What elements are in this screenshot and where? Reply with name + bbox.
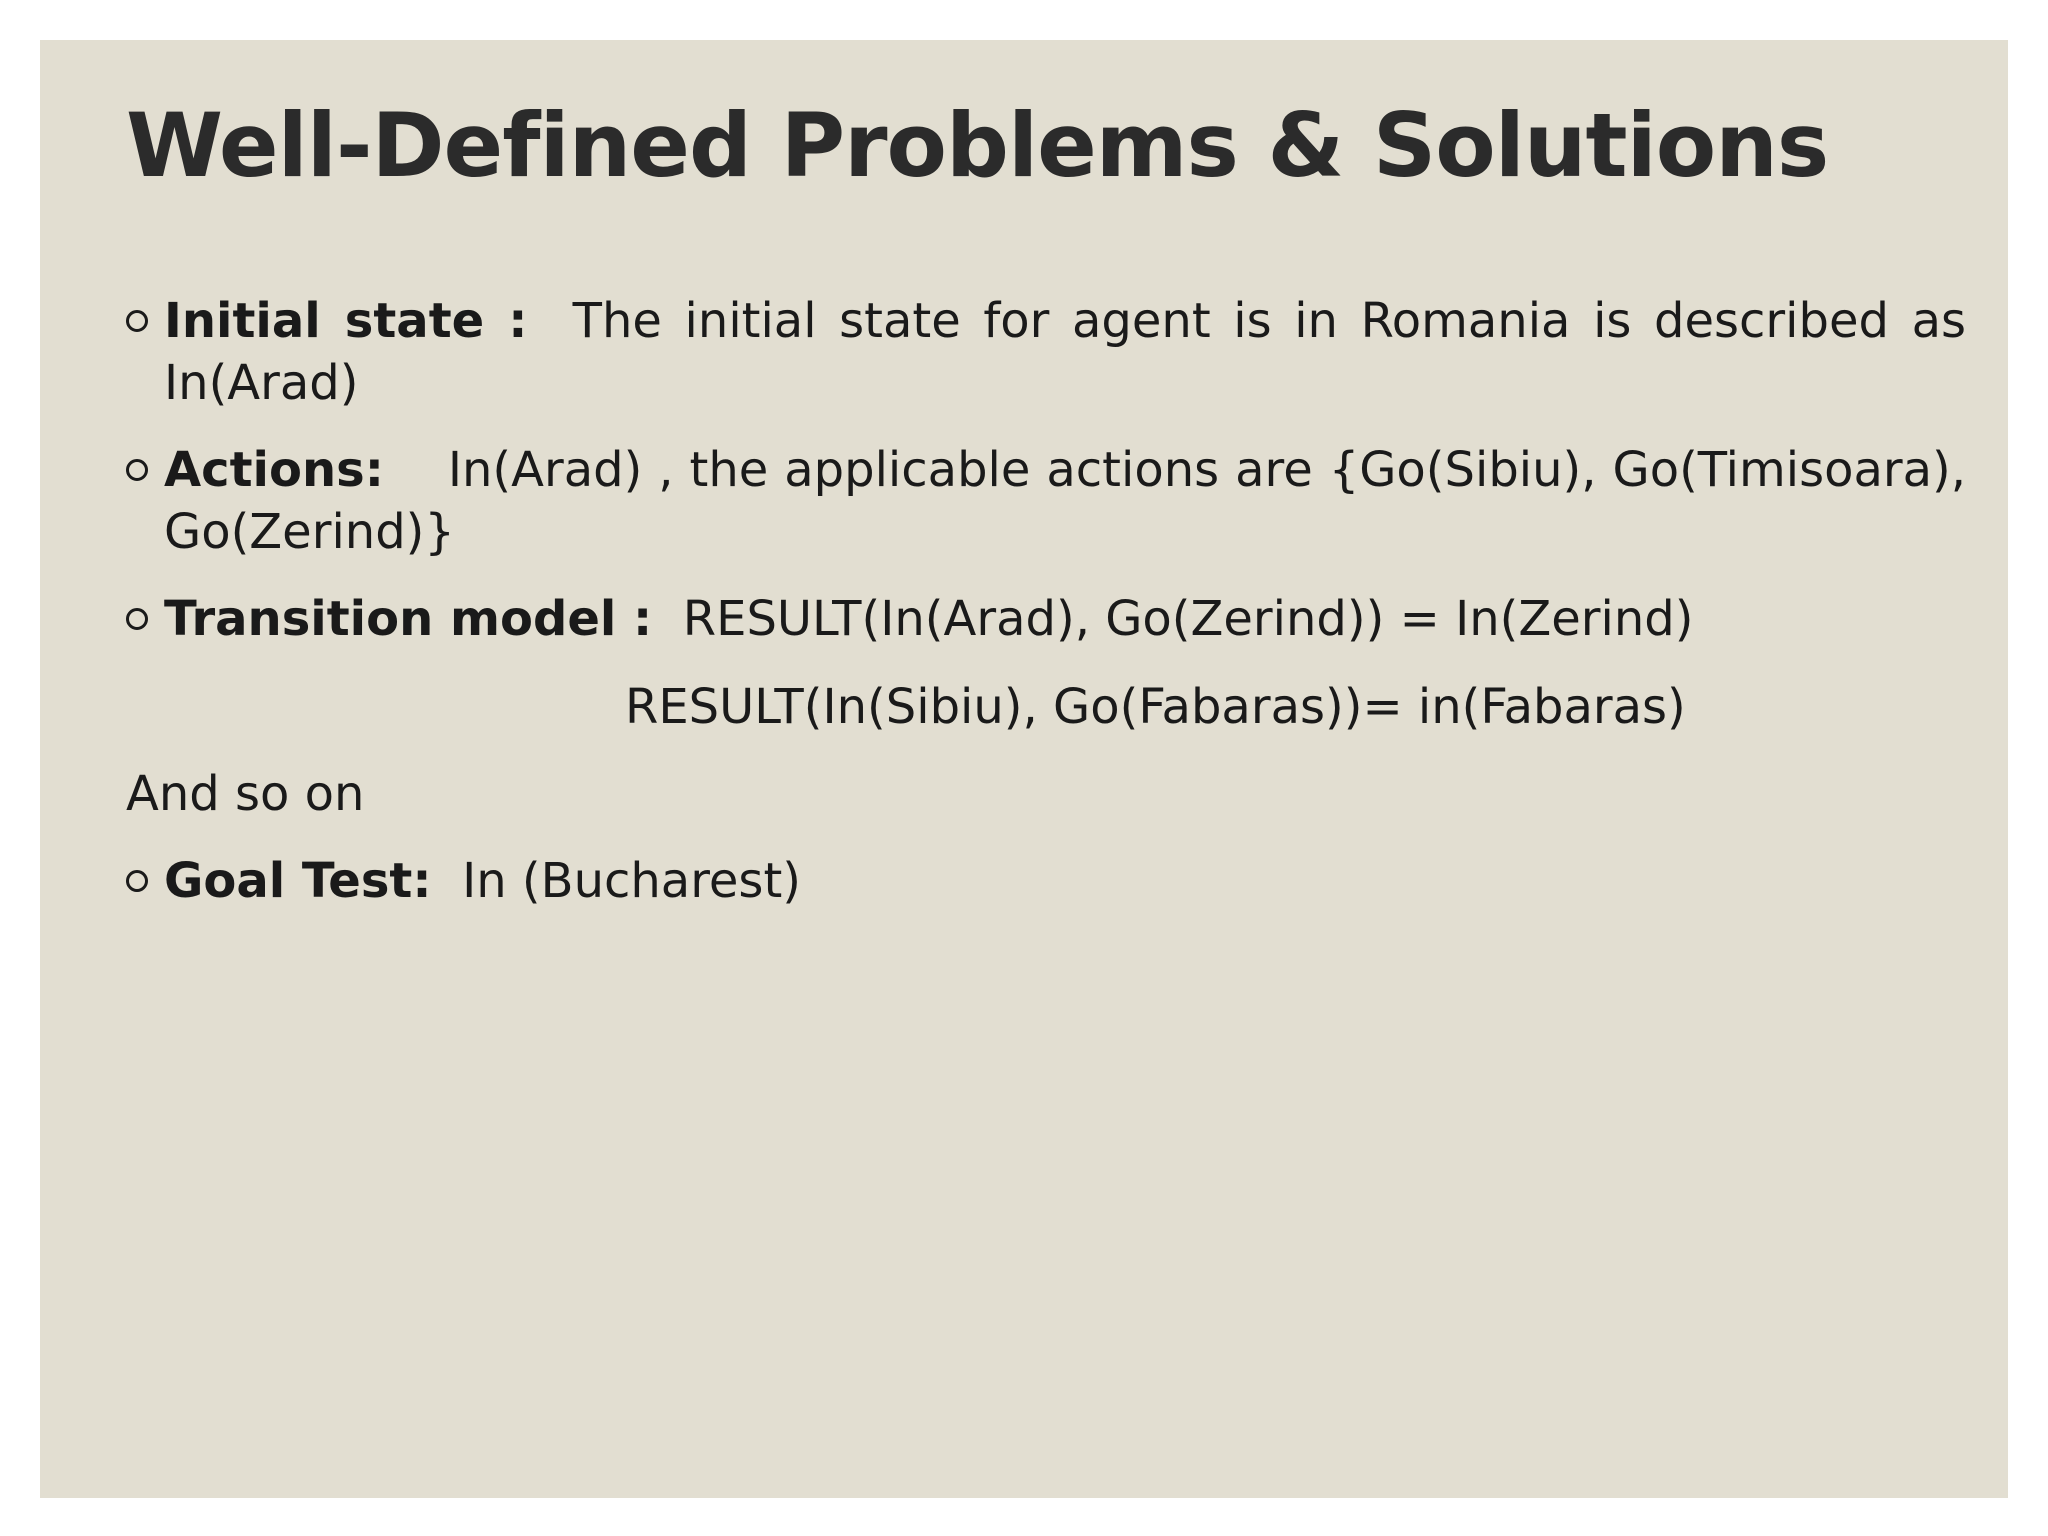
bullet-label: Actions:: [164, 442, 384, 498]
bullet-content: [164, 439, 1966, 563]
bullet-content: [164, 850, 1966, 912]
bullet-initial-state: [126, 290, 1966, 414]
hollow-circle-bullet-icon: [126, 608, 148, 630]
bullet-text: The initial state for agent is in Romania is described as In(Arad): [164, 293, 1966, 411]
bullet-actions: [126, 439, 1966, 563]
bullet-content: [164, 588, 1966, 650]
bullet-text: In(Arad) , the applicable actions are {Go(Sibiu), Go(Timisoara), Go(Zerind)}: [164, 442, 1966, 560]
bullet-content: [164, 290, 1966, 414]
bullet-text: In (Bucharest): [462, 853, 801, 909]
bullet-label: Initial state :: [164, 293, 528, 349]
bullet-goal-test: [126, 850, 1966, 912]
bullet-text: RESULT(In(Arad), Go(Zerind)) = In(Zerind): [682, 591, 1694, 647]
slide: [40, 40, 2008, 1498]
hollow-circle-bullet-icon: [126, 310, 148, 332]
hollow-circle-bullet-icon: [126, 870, 148, 892]
slide-title: Well-Defined Problems & Solutions: [126, 94, 1829, 197]
transition-model-second-line: RESULT(In(Sibiu), Go(Fabaras))= in(Fabaras): [625, 679, 1686, 735]
hollow-circle-bullet-icon: [126, 459, 148, 481]
plain-text-line: And so on: [126, 766, 365, 822]
bullet-transition-model: [126, 588, 1966, 650]
bullet-label: Goal Test:: [164, 853, 432, 909]
bullet-label: Transition model :: [164, 591, 653, 647]
